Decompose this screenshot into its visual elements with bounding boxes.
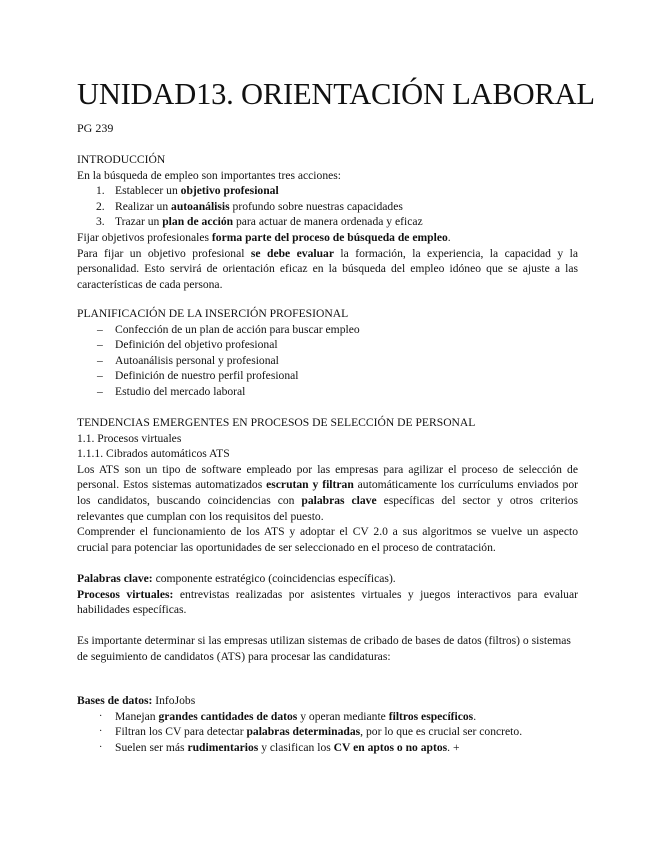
- trends-heading: TENDENCIAS EMERGENTES EN PROCESOS DE SELECCIÓN DE PERSONAL: [77, 416, 476, 429]
- databases-label: Bases de datos: InfoJobs: [77, 694, 196, 707]
- intro-heading: INTRODUCCIÓN: [77, 153, 166, 166]
- intro-section: [77, 152, 578, 292]
- dash-marker: –: [97, 369, 103, 383]
- keywords-definition: Palabras clave: componente estratégico (coincidencias específicas).: [77, 571, 396, 585]
- databases-section: [77, 693, 578, 755]
- list-item: – Estudio del mercado laboral: [97, 384, 246, 398]
- list-number: 3.: [96, 215, 105, 229]
- dash-marker: –: [97, 322, 103, 336]
- trends-paragraph: Los ATS son un tipo de software empleado por las empresas para agilizar el proceso de selección de personal. Estos sistemas automatizados escrutan y filtran automáticamente los currículums enviados por los candidatos, buscando coincidencias con palabras clave específicas del sector y otros criterios relevantes que cumplan con los requisitos del puesto.: [77, 462, 579, 523]
- dash-marker: –: [97, 338, 103, 352]
- intro-paragraph: Fijar objetivos profesionales forma parte del proceso de búsqueda de empleo.: [77, 230, 451, 244]
- list-item: – Definición del objetivo profesional: [97, 338, 278, 352]
- list-item: – Confección de un plan de acción para buscar empleo: [97, 322, 360, 336]
- document-title: UNIDAD13. ORIENTACIÓN LABORAL: [77, 77, 595, 111]
- list-item: 2. Realizar un autoanálisis profundo sobre nuestras capacidades: [96, 199, 403, 213]
- list-item: · Filtran los CV para detectar palabras determinadas, por lo que es crucial ser concreto.: [99, 725, 523, 739]
- trends-paragraph: Es importante determinar si las empresas utilizan sistemas de cribado de bases de datos (filtros) o sistemas de seguimiento de candidatos (ATS) para procesar las candidaturas:: [77, 634, 571, 663]
- list-item: – Definición de nuestro perfil profesional: [97, 369, 299, 383]
- dot-marker: ·: [99, 726, 103, 738]
- dot-marker: ·: [99, 710, 103, 722]
- dash-marker: –: [97, 353, 103, 367]
- virtual-processes-definition: Procesos virtuales: entrevistas realizadas por asistentes virtuales y juegos interactivos para evaluar habilidades específicas.: [77, 587, 578, 617]
- subheading: 1.1.1. Cibrados automáticos ATS: [77, 447, 230, 461]
- dot-marker: ·: [99, 741, 103, 753]
- list-number: 1.: [96, 184, 105, 198]
- list-number: 2.: [96, 199, 105, 213]
- list-item: · Suelen ser más rudimentarios y clasifican los CV en aptos o no aptos. +: [99, 740, 460, 754]
- intro-lead: En la búsqueda de empleo son importantes tres acciones:: [77, 168, 342, 182]
- list-item: · Manejan grandes cantidades de datos y operan mediante filtros específicos.: [99, 709, 477, 723]
- intro-paragraph: Para fijar un objetivo profesional se debe evaluar la formación, la experiencia, la capacidad y la personalidad. Esto servirá de orientación eficaz en la búsqueda del empleo idóneo que se ajuste a las características de cada persona.: [77, 246, 579, 291]
- list-item: 3. Trazar un plan de acción para actuar de manera ordenada y eficaz: [96, 215, 423, 229]
- trends-paragraph: Comprender el funcionamiento de los ATS y adoptar el CV 2.0 a sus algoritmos se vuelve un aspecto crucial para potenciar las oportunidades de ser seleccionado en el proceso de contratación.: [77, 525, 578, 554]
- list-item: – Autoanálisis personal y profesional: [97, 353, 279, 367]
- dash-marker: –: [97, 384, 103, 398]
- trends-section: [77, 415, 578, 665]
- subheading: 1.1. Procesos virtuales: [77, 431, 182, 445]
- page-reference: PG 239: [77, 121, 114, 135]
- planning-heading: PLANIFICACIÓN DE LA INSERCIÓN PROFESIONAL: [77, 307, 349, 320]
- planning-section: [77, 306, 578, 400]
- list-item: 1. Establecer un objetivo profesional: [96, 184, 279, 198]
